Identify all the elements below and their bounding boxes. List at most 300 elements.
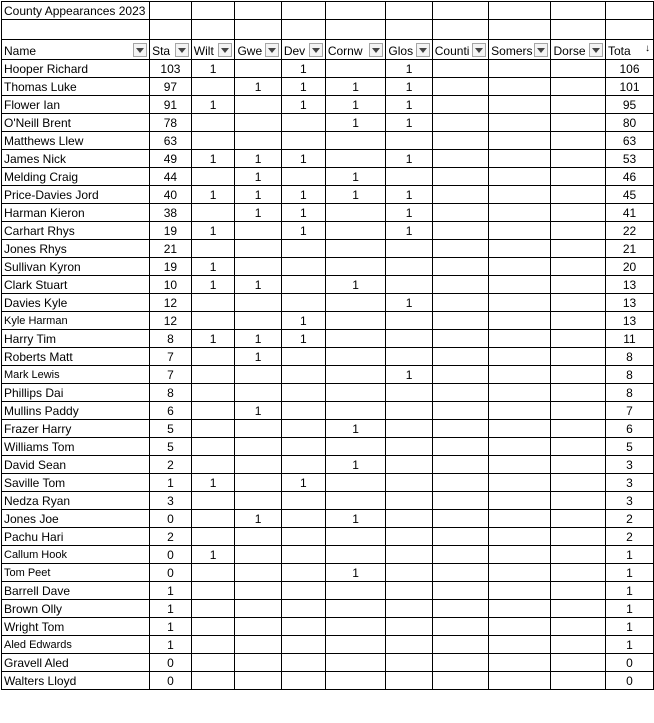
total-cell[interactable]: 2 <box>605 528 653 546</box>
starts-cell[interactable]: 7 <box>150 366 192 384</box>
empty-cell[interactable] <box>432 2 488 20</box>
starts-cell[interactable]: 7 <box>150 348 192 366</box>
devon-cell[interactable] <box>281 402 325 420</box>
gwent-cell[interactable] <box>235 222 281 240</box>
cornwall-cell[interactable] <box>325 402 386 420</box>
empty-cell[interactable] <box>150 2 192 20</box>
counties-cell[interactable] <box>432 600 488 618</box>
glos-cell[interactable] <box>386 492 432 510</box>
dorset-cell[interactable] <box>551 672 606 690</box>
dorset-cell[interactable] <box>551 420 606 438</box>
player-name-cell[interactable]: Davies Kyle <box>2 294 150 312</box>
counties-cell[interactable] <box>432 546 488 564</box>
counties-cell[interactable] <box>432 96 488 114</box>
wilts-cell[interactable] <box>191 618 235 636</box>
dorset-cell[interactable] <box>551 150 606 168</box>
total-cell[interactable]: 106 <box>605 60 653 78</box>
counties-cell[interactable] <box>432 474 488 492</box>
somerset-cell[interactable] <box>489 114 551 132</box>
counties-cell[interactable] <box>432 114 488 132</box>
starts-cell[interactable]: 49 <box>150 150 192 168</box>
header-glos[interactable] <box>386 40 432 60</box>
header-name[interactable] <box>2 40 150 60</box>
wilts-cell[interactable] <box>191 582 235 600</box>
wilts-cell[interactable]: 1 <box>191 546 235 564</box>
glos-cell[interactable] <box>386 258 432 276</box>
starts-cell[interactable]: 0 <box>150 510 192 528</box>
cornwall-cell[interactable]: 1 <box>325 276 386 294</box>
header-starts[interactable] <box>150 40 192 60</box>
wilts-cell[interactable] <box>191 510 235 528</box>
somerset-cell[interactable] <box>489 582 551 600</box>
somerset-cell[interactable] <box>489 204 551 222</box>
counties-cell[interactable] <box>432 384 488 402</box>
devon-cell[interactable] <box>281 510 325 528</box>
total-cell[interactable]: 53 <box>605 150 653 168</box>
player-name-cell[interactable]: Mark Lewis <box>2 366 150 384</box>
somerset-cell[interactable] <box>489 546 551 564</box>
player-name-cell[interactable]: Melding Craig <box>2 168 150 186</box>
somerset-cell[interactable] <box>489 600 551 618</box>
devon-cell[interactable] <box>281 384 325 402</box>
dorset-cell[interactable] <box>551 168 606 186</box>
starts-cell[interactable]: 1 <box>150 474 192 492</box>
glos-cell[interactable] <box>386 564 432 582</box>
glos-cell[interactable]: 1 <box>386 114 432 132</box>
header-gwent[interactable] <box>235 40 281 60</box>
counties-cell[interactable] <box>432 402 488 420</box>
empty-cell[interactable] <box>386 20 432 40</box>
wilts-cell[interactable]: 1 <box>191 96 235 114</box>
gwent-cell[interactable] <box>235 546 281 564</box>
counties-cell[interactable] <box>432 492 488 510</box>
dorset-cell[interactable] <box>551 402 606 420</box>
dorset-cell[interactable] <box>551 618 606 636</box>
glos-cell[interactable]: 1 <box>386 186 432 204</box>
somerset-cell[interactable] <box>489 96 551 114</box>
devon-cell[interactable] <box>281 258 325 276</box>
player-name-cell[interactable]: Phillips Dai <box>2 384 150 402</box>
gwent-cell[interactable] <box>235 312 281 330</box>
starts-cell[interactable]: 97 <box>150 78 192 96</box>
starts-cell[interactable]: 0 <box>150 654 192 672</box>
wilts-cell[interactable]: 1 <box>191 222 235 240</box>
counties-cell[interactable] <box>432 258 488 276</box>
glos-cell[interactable] <box>386 456 432 474</box>
devon-cell[interactable] <box>281 672 325 690</box>
cornwall-cell[interactable] <box>325 348 386 366</box>
total-cell[interactable]: 22 <box>605 222 653 240</box>
gwent-cell[interactable]: 1 <box>235 348 281 366</box>
filter-dropdown-icon[interactable] <box>534 43 548 57</box>
somerset-cell[interactable] <box>489 258 551 276</box>
wilts-cell[interactable] <box>191 294 235 312</box>
player-name-cell[interactable]: Roberts Matt <box>2 348 150 366</box>
dorset-cell[interactable] <box>551 384 606 402</box>
cornwall-cell[interactable] <box>325 636 386 654</box>
devon-cell[interactable] <box>281 582 325 600</box>
total-cell[interactable]: 45 <box>605 186 653 204</box>
cornwall-cell[interactable]: 1 <box>325 114 386 132</box>
cornwall-cell[interactable]: 1 <box>325 168 386 186</box>
somerset-cell[interactable] <box>489 510 551 528</box>
starts-cell[interactable]: 8 <box>150 384 192 402</box>
player-name-cell[interactable]: Matthews Llew <box>2 132 150 150</box>
gwent-cell[interactable]: 1 <box>235 276 281 294</box>
dorset-cell[interactable] <box>551 276 606 294</box>
dorset-cell[interactable] <box>551 438 606 456</box>
glos-cell[interactable]: 1 <box>386 204 432 222</box>
cornwall-cell[interactable] <box>325 438 386 456</box>
player-name-cell[interactable]: Williams Tom <box>2 438 150 456</box>
total-cell[interactable]: 13 <box>605 294 653 312</box>
glos-cell[interactable] <box>386 438 432 456</box>
glos-cell[interactable] <box>386 672 432 690</box>
somerset-cell[interactable] <box>489 78 551 96</box>
filter-dropdown-icon[interactable] <box>472 43 486 57</box>
empty-cell[interactable] <box>605 20 653 40</box>
wilts-cell[interactable] <box>191 492 235 510</box>
starts-cell[interactable]: 19 <box>150 258 192 276</box>
glos-cell[interactable]: 1 <box>386 96 432 114</box>
player-name-cell[interactable]: Gravell Aled <box>2 654 150 672</box>
total-cell[interactable]: 6 <box>605 420 653 438</box>
starts-cell[interactable]: 0 <box>150 546 192 564</box>
total-cell[interactable]: 1 <box>605 546 653 564</box>
cornwall-cell[interactable] <box>325 582 386 600</box>
dorset-cell[interactable] <box>551 636 606 654</box>
somerset-cell[interactable] <box>489 402 551 420</box>
wilts-cell[interactable] <box>191 132 235 150</box>
glos-cell[interactable] <box>386 474 432 492</box>
gwent-cell[interactable] <box>235 258 281 276</box>
starts-cell[interactable]: 40 <box>150 186 192 204</box>
glos-cell[interactable] <box>386 618 432 636</box>
glos-cell[interactable]: 1 <box>386 366 432 384</box>
empty-cell[interactable] <box>386 2 432 20</box>
gwent-cell[interactable]: 1 <box>235 510 281 528</box>
somerset-cell[interactable] <box>489 366 551 384</box>
wilts-cell[interactable] <box>191 168 235 186</box>
wilts-cell[interactable] <box>191 240 235 258</box>
counties-cell[interactable] <box>432 438 488 456</box>
wilts-cell[interactable] <box>191 438 235 456</box>
cornwall-cell[interactable]: 1 <box>325 510 386 528</box>
dorset-cell[interactable] <box>551 60 606 78</box>
devon-cell[interactable]: 1 <box>281 474 325 492</box>
counties-cell[interactable] <box>432 294 488 312</box>
filter-dropdown-icon[interactable] <box>369 43 383 57</box>
total-cell[interactable]: 1 <box>605 582 653 600</box>
devon-cell[interactable] <box>281 132 325 150</box>
wilts-cell[interactable] <box>191 636 235 654</box>
player-name-cell[interactable]: Brown Olly <box>2 600 150 618</box>
gwent-cell[interactable]: 1 <box>235 204 281 222</box>
total-cell[interactable]: 3 <box>605 492 653 510</box>
devon-cell[interactable] <box>281 114 325 132</box>
player-name-cell[interactable]: Tom Peet <box>2 564 150 582</box>
starts-cell[interactable]: 5 <box>150 438 192 456</box>
player-name-cell[interactable]: Wright Tom <box>2 618 150 636</box>
player-name-cell[interactable]: Callum Hook <box>2 546 150 564</box>
starts-cell[interactable]: 44 <box>150 168 192 186</box>
counties-cell[interactable] <box>432 222 488 240</box>
cornwall-cell[interactable] <box>325 60 386 78</box>
devon-cell[interactable] <box>281 564 325 582</box>
wilts-cell[interactable] <box>191 654 235 672</box>
gwent-cell[interactable] <box>235 564 281 582</box>
counties-cell[interactable] <box>432 636 488 654</box>
starts-cell[interactable]: 6 <box>150 402 192 420</box>
starts-cell[interactable]: 1 <box>150 618 192 636</box>
glos-cell[interactable] <box>386 348 432 366</box>
wilts-cell[interactable]: 1 <box>191 330 235 348</box>
somerset-cell[interactable] <box>489 312 551 330</box>
player-name-cell[interactable]: Barrell Dave <box>2 582 150 600</box>
devon-cell[interactable] <box>281 456 325 474</box>
devon-cell[interactable]: 1 <box>281 96 325 114</box>
player-name-cell[interactable]: Thomas Luke <box>2 78 150 96</box>
devon-cell[interactable]: 1 <box>281 222 325 240</box>
counties-cell[interactable] <box>432 564 488 582</box>
counties-cell[interactable] <box>432 510 488 528</box>
filter-dropdown-icon[interactable] <box>218 43 232 57</box>
total-cell[interactable]: 63 <box>605 132 653 150</box>
total-cell[interactable]: 2 <box>605 510 653 528</box>
empty-cell[interactable] <box>325 2 386 20</box>
player-name-cell[interactable]: Nedza Ryan <box>2 492 150 510</box>
glos-cell[interactable] <box>386 276 432 294</box>
gwent-cell[interactable]: 1 <box>235 402 281 420</box>
gwent-cell[interactable] <box>235 492 281 510</box>
total-cell[interactable]: 80 <box>605 114 653 132</box>
somerset-cell[interactable] <box>489 438 551 456</box>
player-name-cell[interactable]: O'Neill Brent <box>2 114 150 132</box>
cornwall-cell[interactable] <box>325 312 386 330</box>
header-counties[interactable] <box>432 40 488 60</box>
gwent-cell[interactable] <box>235 600 281 618</box>
glos-cell[interactable] <box>386 330 432 348</box>
gwent-cell[interactable]: 1 <box>235 186 281 204</box>
glos-cell[interactable]: 1 <box>386 222 432 240</box>
cornwall-cell[interactable] <box>325 618 386 636</box>
somerset-cell[interactable] <box>489 636 551 654</box>
starts-cell[interactable]: 1 <box>150 582 192 600</box>
starts-cell[interactable]: 103 <box>150 60 192 78</box>
somerset-cell[interactable] <box>489 528 551 546</box>
glos-cell[interactable] <box>386 510 432 528</box>
total-cell[interactable]: 20 <box>605 258 653 276</box>
devon-cell[interactable] <box>281 600 325 618</box>
dorset-cell[interactable] <box>551 204 606 222</box>
total-cell[interactable]: 13 <box>605 312 653 330</box>
player-name-cell[interactable]: Carhart Rhys <box>2 222 150 240</box>
empty-cell[interactable] <box>191 20 235 40</box>
wilts-cell[interactable] <box>191 204 235 222</box>
dorset-cell[interactable] <box>551 222 606 240</box>
total-cell[interactable]: 1 <box>605 618 653 636</box>
total-cell[interactable]: 46 <box>605 168 653 186</box>
total-cell[interactable]: 41 <box>605 204 653 222</box>
devon-cell[interactable] <box>281 492 325 510</box>
dorset-cell[interactable] <box>551 474 606 492</box>
header-wilts[interactable] <box>191 40 235 60</box>
cornwall-cell[interactable] <box>325 654 386 672</box>
total-cell[interactable]: 1 <box>605 636 653 654</box>
somerset-cell[interactable] <box>489 330 551 348</box>
counties-cell[interactable] <box>432 528 488 546</box>
cornwall-cell[interactable] <box>325 204 386 222</box>
starts-cell[interactable]: 63 <box>150 132 192 150</box>
header-total[interactable] <box>605 40 653 60</box>
starts-cell[interactable]: 0 <box>150 672 192 690</box>
dorset-cell[interactable] <box>551 564 606 582</box>
cornwall-cell[interactable] <box>325 528 386 546</box>
empty-cell[interactable] <box>150 20 192 40</box>
player-name-cell[interactable]: Jones Rhys <box>2 240 150 258</box>
wilts-cell[interactable]: 1 <box>191 474 235 492</box>
empty-cell[interactable] <box>551 20 606 40</box>
somerset-cell[interactable] <box>489 456 551 474</box>
cornwall-cell[interactable]: 1 <box>325 78 386 96</box>
player-name-cell[interactable]: Pachu Hari <box>2 528 150 546</box>
counties-cell[interactable] <box>432 672 488 690</box>
somerset-cell[interactable] <box>489 474 551 492</box>
filter-dropdown-icon[interactable] <box>133 43 147 57</box>
gwent-cell[interactable] <box>235 294 281 312</box>
glos-cell[interactable] <box>386 312 432 330</box>
wilts-cell[interactable] <box>191 78 235 96</box>
starts-cell[interactable]: 2 <box>150 456 192 474</box>
devon-cell[interactable] <box>281 294 325 312</box>
total-cell[interactable]: 8 <box>605 384 653 402</box>
counties-cell[interactable] <box>432 654 488 672</box>
dorset-cell[interactable] <box>551 528 606 546</box>
starts-cell[interactable]: 2 <box>150 528 192 546</box>
dorset-cell[interactable] <box>551 186 606 204</box>
header-cornwall[interactable] <box>325 40 386 60</box>
devon-cell[interactable] <box>281 546 325 564</box>
filter-dropdown-icon[interactable] <box>265 43 279 57</box>
cornwall-cell[interactable] <box>325 330 386 348</box>
devon-cell[interactable] <box>281 366 325 384</box>
somerset-cell[interactable] <box>489 60 551 78</box>
glos-cell[interactable] <box>386 132 432 150</box>
dorset-cell[interactable] <box>551 114 606 132</box>
cornwall-cell[interactable] <box>325 294 386 312</box>
cornwall-cell[interactable] <box>325 546 386 564</box>
starts-cell[interactable]: 5 <box>150 420 192 438</box>
wilts-cell[interactable] <box>191 402 235 420</box>
empty-cell[interactable] <box>325 20 386 40</box>
empty-cell[interactable] <box>281 2 325 20</box>
devon-cell[interactable]: 1 <box>281 78 325 96</box>
gwent-cell[interactable] <box>235 132 281 150</box>
counties-cell[interactable] <box>432 60 488 78</box>
counties-cell[interactable] <box>432 150 488 168</box>
total-cell[interactable]: 95 <box>605 96 653 114</box>
empty-cell[interactable] <box>235 2 281 20</box>
total-cell[interactable]: 13 <box>605 276 653 294</box>
devon-cell[interactable]: 1 <box>281 60 325 78</box>
somerset-cell[interactable] <box>489 150 551 168</box>
total-cell[interactable]: 11 <box>605 330 653 348</box>
gwent-cell[interactable] <box>235 366 281 384</box>
dorset-cell[interactable] <box>551 546 606 564</box>
gwent-cell[interactable] <box>235 384 281 402</box>
somerset-cell[interactable] <box>489 276 551 294</box>
somerset-cell[interactable] <box>489 420 551 438</box>
gwent-cell[interactable] <box>235 96 281 114</box>
devon-cell[interactable] <box>281 654 325 672</box>
gwent-cell[interactable] <box>235 618 281 636</box>
devon-cell[interactable]: 1 <box>281 204 325 222</box>
counties-cell[interactable] <box>432 456 488 474</box>
cornwall-cell[interactable]: 1 <box>325 186 386 204</box>
player-name-cell[interactable]: Jones Joe <box>2 510 150 528</box>
player-name-cell[interactable]: Mullins Paddy <box>2 402 150 420</box>
glos-cell[interactable] <box>386 546 432 564</box>
wilts-cell[interactable]: 1 <box>191 258 235 276</box>
counties-cell[interactable] <box>432 186 488 204</box>
empty-cell[interactable] <box>489 2 551 20</box>
devon-cell[interactable]: 1 <box>281 330 325 348</box>
dorset-cell[interactable] <box>551 510 606 528</box>
total-cell[interactable]: 0 <box>605 654 653 672</box>
dorset-cell[interactable] <box>551 312 606 330</box>
starts-cell[interactable]: 8 <box>150 330 192 348</box>
cornwall-cell[interactable] <box>325 384 386 402</box>
total-cell[interactable]: 101 <box>605 78 653 96</box>
wilts-cell[interactable] <box>191 420 235 438</box>
somerset-cell[interactable] <box>489 240 551 258</box>
devon-cell[interactable] <box>281 240 325 258</box>
dorset-cell[interactable] <box>551 132 606 150</box>
dorset-cell[interactable] <box>551 600 606 618</box>
player-name-cell[interactable]: Walters Lloyd <box>2 672 150 690</box>
total-cell[interactable]: 0 <box>605 672 653 690</box>
somerset-cell[interactable] <box>489 348 551 366</box>
header-somerset[interactable] <box>489 40 551 60</box>
total-cell[interactable]: 8 <box>605 366 653 384</box>
wilts-cell[interactable]: 1 <box>191 276 235 294</box>
somerset-cell[interactable] <box>489 132 551 150</box>
glos-cell[interactable]: 1 <box>386 78 432 96</box>
player-name-cell[interactable]: Sullivan Kyron <box>2 258 150 276</box>
player-name-cell[interactable]: Clark Stuart <box>2 276 150 294</box>
somerset-cell[interactable] <box>489 492 551 510</box>
filter-dropdown-icon[interactable] <box>175 43 189 57</box>
somerset-cell[interactable] <box>489 672 551 690</box>
glos-cell[interactable] <box>386 420 432 438</box>
counties-cell[interactable] <box>432 366 488 384</box>
wilts-cell[interactable]: 1 <box>191 60 235 78</box>
filter-dropdown-icon[interactable] <box>309 43 323 57</box>
cornwall-cell[interactable]: 1 <box>325 96 386 114</box>
dorset-cell[interactable] <box>551 96 606 114</box>
devon-cell[interactable] <box>281 636 325 654</box>
counties-cell[interactable] <box>432 330 488 348</box>
player-name-cell[interactable]: Hooper Richard <box>2 60 150 78</box>
sheet-title-cell[interactable]: County Appearances 2023 <box>2 2 150 20</box>
wilts-cell[interactable] <box>191 672 235 690</box>
dorset-cell[interactable] <box>551 582 606 600</box>
empty-cell[interactable] <box>2 20 150 40</box>
total-cell[interactable]: 3 <box>605 456 653 474</box>
glos-cell[interactable] <box>386 636 432 654</box>
glos-cell[interactable] <box>386 240 432 258</box>
somerset-cell[interactable] <box>489 564 551 582</box>
